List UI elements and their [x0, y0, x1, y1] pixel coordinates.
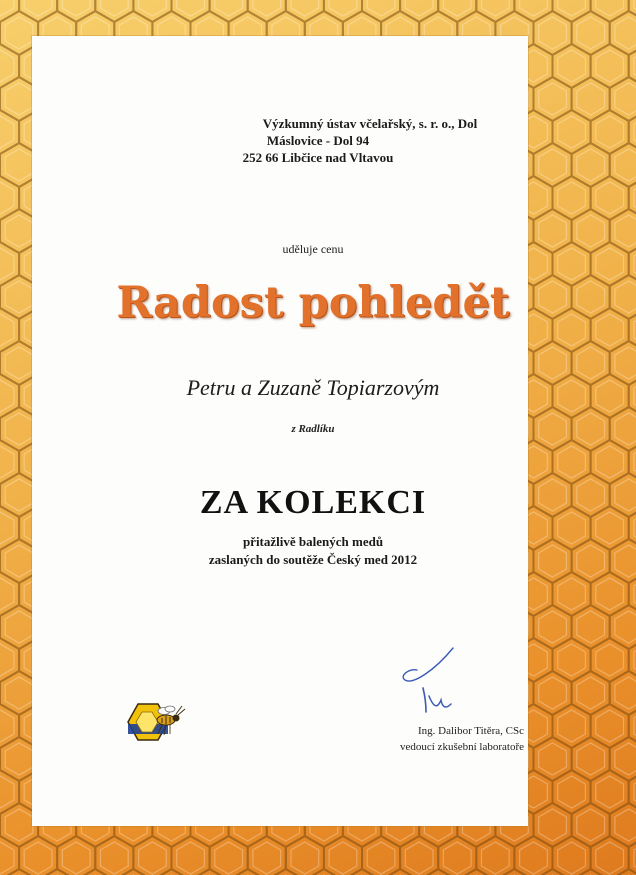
issuer-line-2: Máslovice - Dol 94 [266, 133, 370, 148]
recipient-place: z Radlíku [291, 423, 335, 435]
award-reason: ZA KOLEKCI [199, 484, 427, 521]
awards-text: uděluje cenu [282, 242, 344, 256]
issuer-line-1: Výzkumný ústav včelařský, s. r. o., Dol [262, 116, 478, 131]
bee-honeycomb-logo [124, 694, 188, 750]
signatory-role: vedoucí zkušební laboratoře [399, 741, 524, 753]
description-line-1: přitažlivě balených medů [242, 534, 384, 549]
description-line-2: zaslaných do soutěže Český med 2012 [208, 552, 418, 567]
recipient-name: Petru a Zuzaně Topiarzovým [186, 375, 440, 400]
issuer-line-3: 252 66 Libčice nad Vltavou [242, 150, 394, 165]
signatory-name: Ing. Dalibor Titěra, CSc [417, 725, 524, 737]
signature-mark [395, 640, 475, 720]
award-title: Radost pohledět [116, 278, 510, 328]
